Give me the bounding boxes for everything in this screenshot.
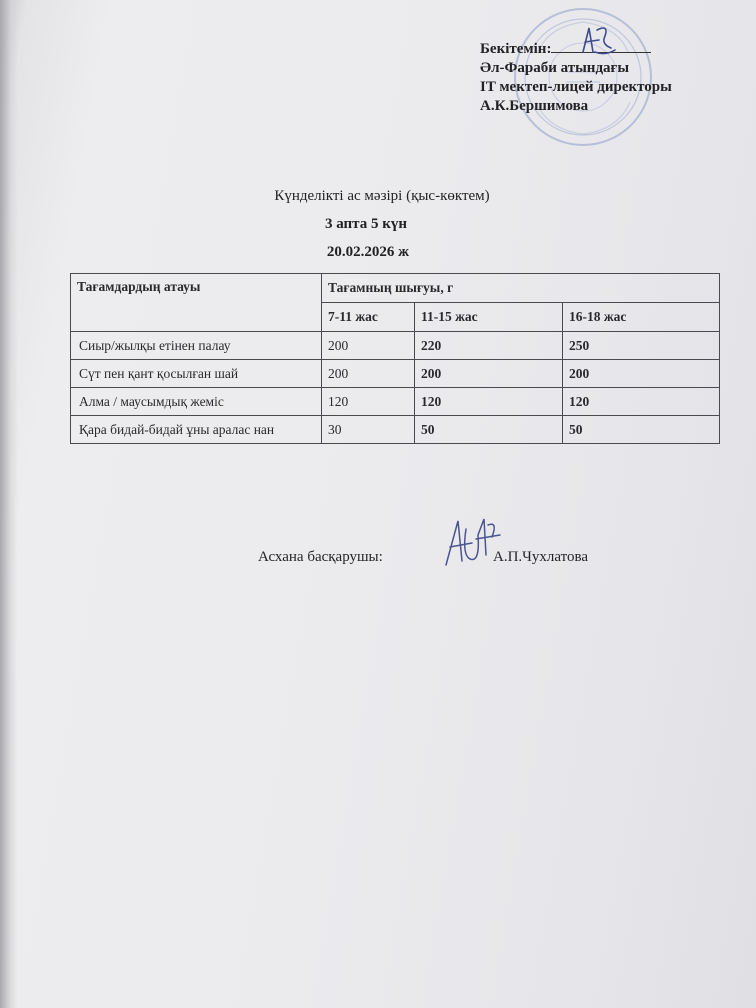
dish-name: Сиыр/жылқы етінен палау bbox=[71, 332, 322, 360]
yield-value: 120 bbox=[322, 388, 415, 416]
kitchen-manager-label: Асхана басқарушы: bbox=[258, 549, 383, 565]
table-row bbox=[71, 416, 720, 444]
dish-name: Сүт пен қант қосылған шай bbox=[71, 360, 322, 388]
yield-value: 200 bbox=[322, 332, 415, 360]
yield-value: 200 bbox=[415, 360, 563, 388]
yield-value: 120 bbox=[415, 388, 563, 416]
director-signature bbox=[575, 22, 620, 60]
approval-director-name: А.К.Бершимова bbox=[480, 98, 589, 114]
menu-title: Күнделікті ас мәзірі (қыс-көктем) bbox=[274, 188, 490, 204]
dish-name: Алма / маусымдық жеміс bbox=[71, 388, 322, 416]
approval-school: Әл-Фараби атындағы bbox=[480, 60, 630, 76]
yield-value: 220 bbox=[415, 332, 563, 360]
table-row bbox=[71, 388, 720, 416]
approval-label: Бекітемін: bbox=[480, 41, 552, 57]
kitchen-manager-name: А.П.Чухлатова bbox=[493, 549, 589, 565]
column-header-dish-name: Тағамдардың атауы bbox=[71, 274, 322, 332]
yield-value: 200 bbox=[322, 360, 415, 388]
yield-value: 250 bbox=[563, 332, 720, 360]
menu-table bbox=[70, 273, 720, 444]
table-header-row bbox=[71, 274, 720, 303]
yield-value: 30 bbox=[322, 416, 415, 444]
approval-position: IT мектеп-лицей директоры bbox=[480, 79, 672, 95]
menu-date: 20.02.2026 ж bbox=[326, 244, 410, 260]
yield-value: 200 bbox=[563, 360, 720, 388]
dish-name: Қара бидай-бидай ұны аралас нан bbox=[71, 416, 322, 444]
age-group-1: 7-11 жас bbox=[322, 303, 415, 332]
week-day-label: 3 апта 5 күн bbox=[324, 216, 408, 232]
table-row bbox=[71, 332, 720, 360]
page-edge-shadow bbox=[0, 0, 18, 1008]
age-group-2: 11-15 жас bbox=[415, 303, 563, 332]
column-header-yield: Тағамның шығуы, г bbox=[322, 274, 720, 303]
yield-value: 120 bbox=[563, 388, 720, 416]
yield-value: 50 bbox=[563, 416, 720, 444]
yield-value: 50 bbox=[415, 416, 563, 444]
age-group-3: 16-18 жас bbox=[563, 303, 720, 332]
table-row bbox=[71, 360, 720, 388]
